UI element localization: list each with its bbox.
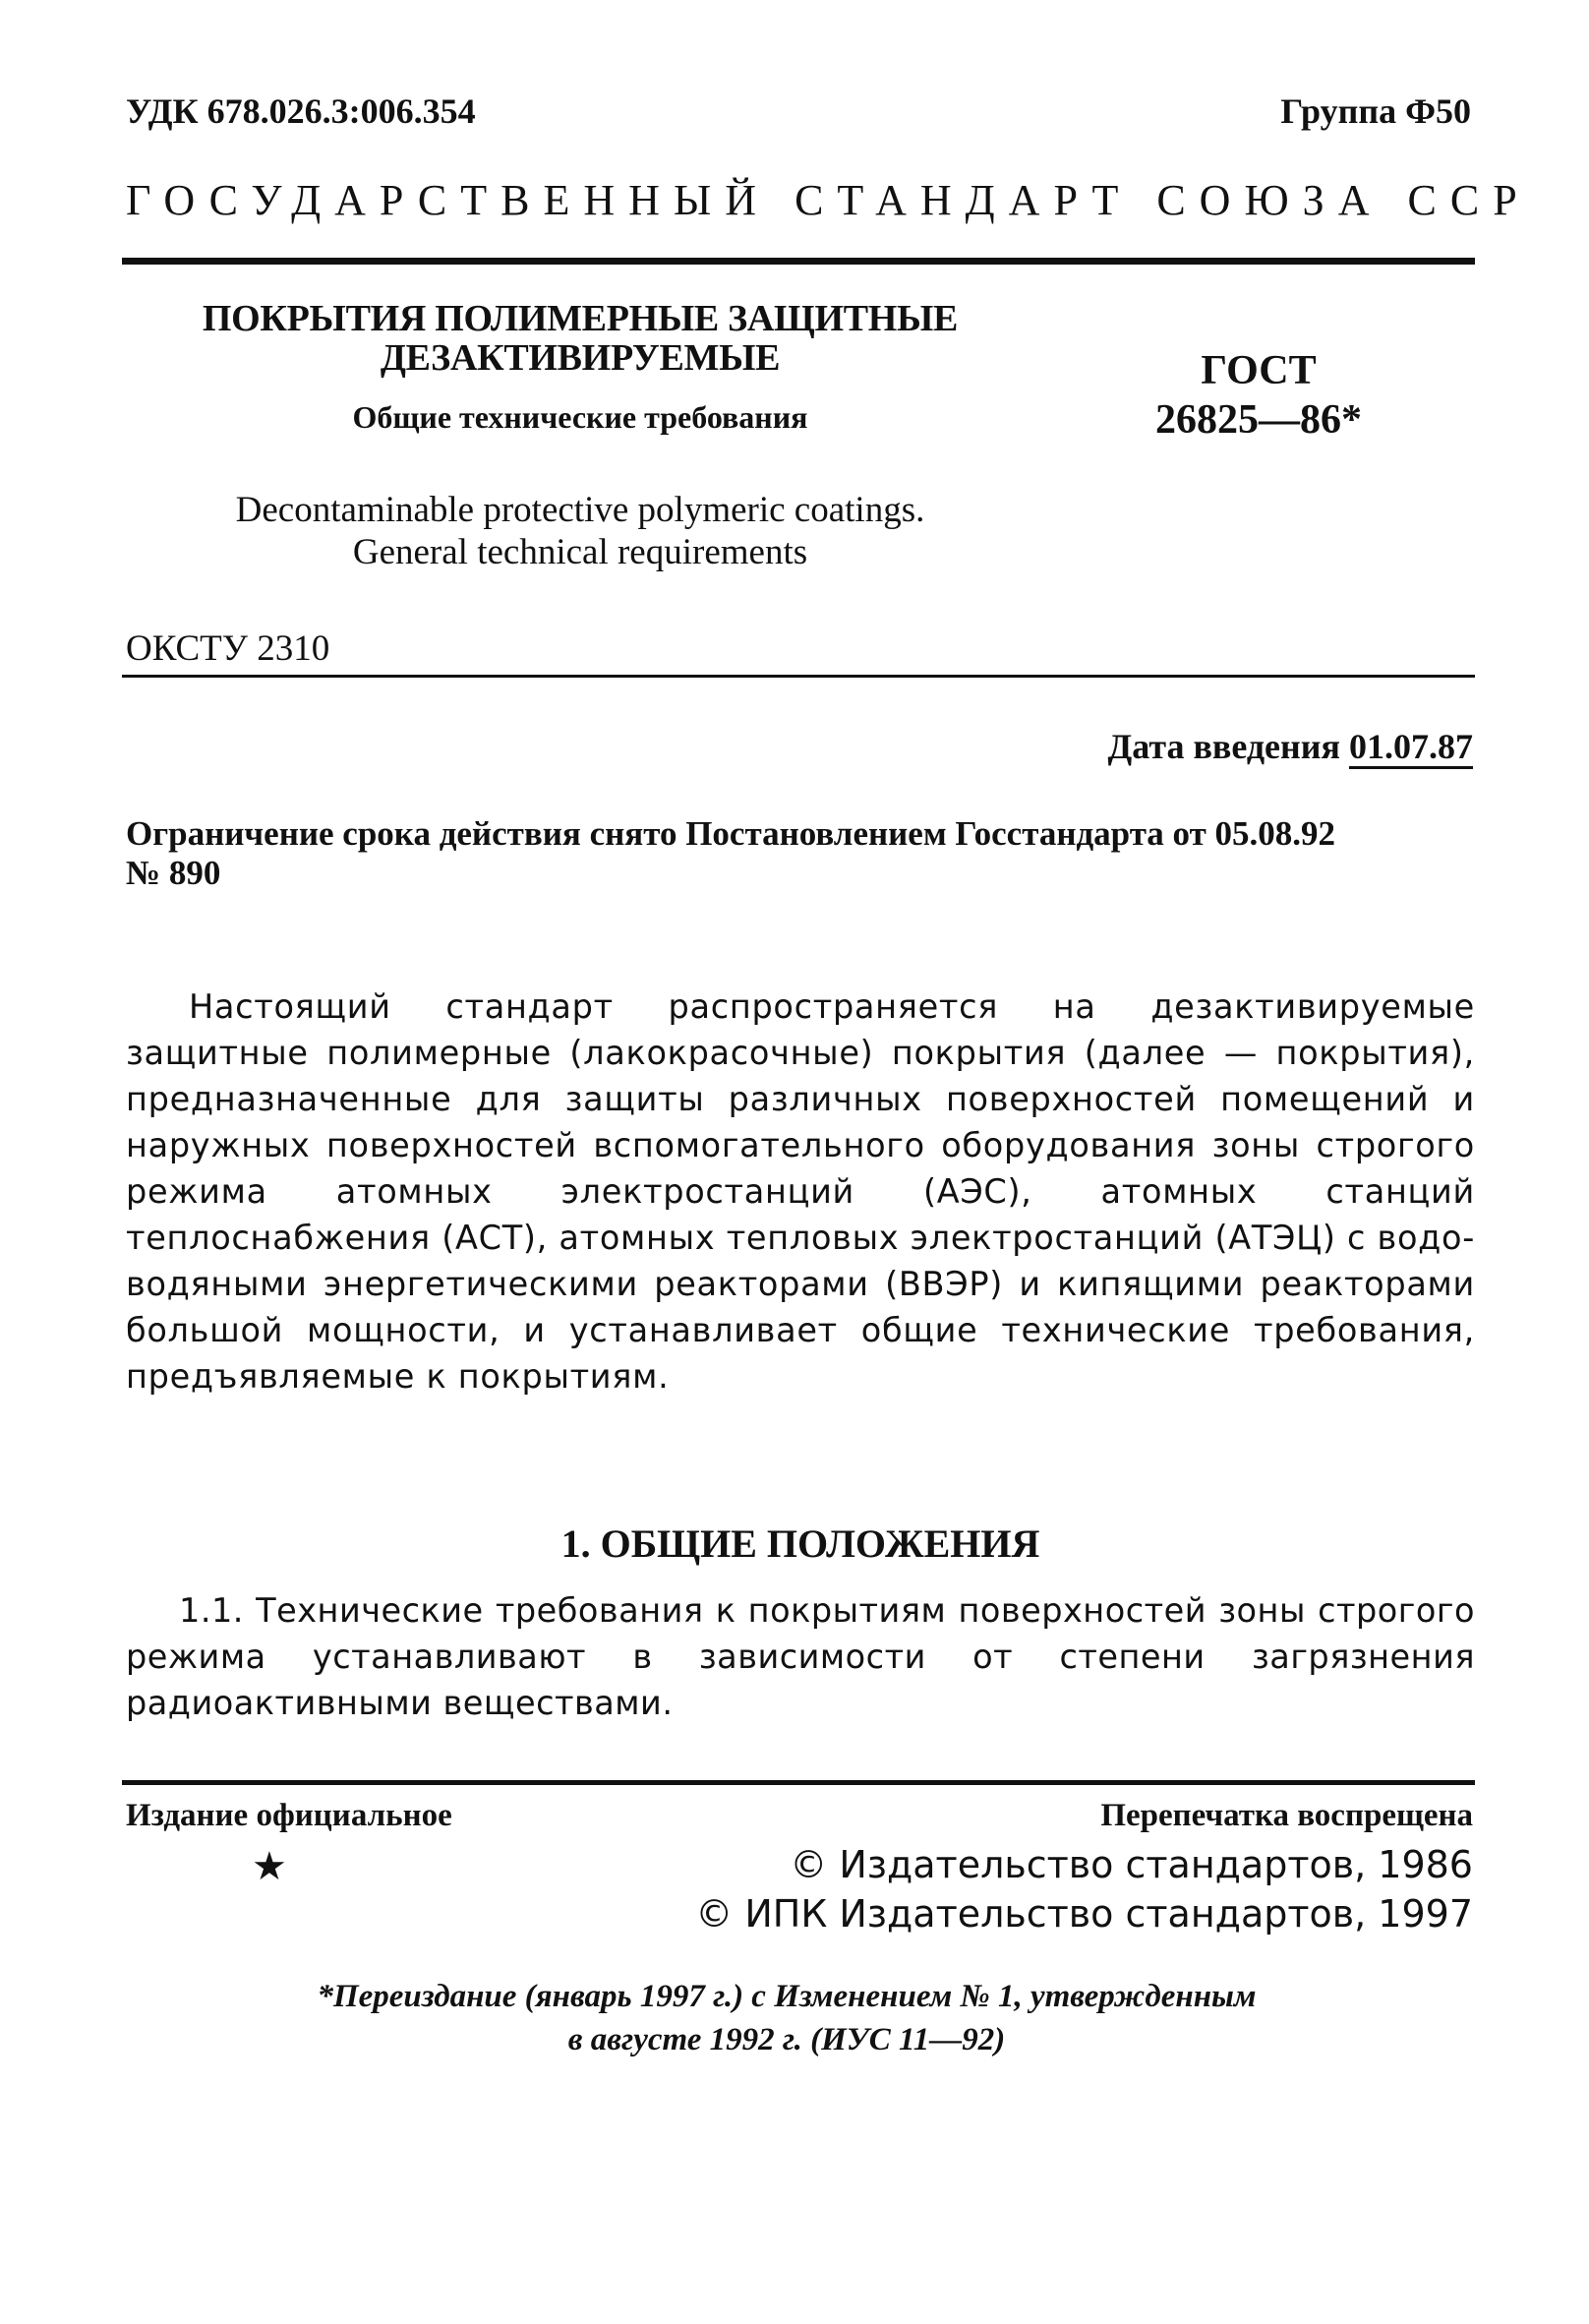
footnote-line-2: в августе 1992 г. (ИУС 11—92) — [567, 2022, 1006, 2057]
clause-1-1: 1.1. Технические требования к покрытиям поверхностей зоны строгого режима устанавливают в зависимости от степени загрязнения радиоактивными веществами. — [126, 1591, 1475, 1722]
date-intro — [1108, 726, 1474, 767]
restriction-line-2: № 890 — [126, 854, 221, 892]
gost-number: 26825—86* — [1155, 397, 1362, 443]
section-1-heading: 1. ОБЩИЕ ПОЛОЖЕНИЯ — [560, 1521, 1040, 1566]
okstu-rule — [122, 675, 1475, 678]
reprint-prohibited: Перепечатка воспрещена — [1100, 1798, 1473, 1833]
footer-rule — [122, 1780, 1475, 1785]
english-title-line-2: General technical requirements — [352, 532, 808, 572]
title-line-2: ДЕЗАКТИВИРУЕМЫЕ — [380, 337, 781, 379]
state-standard-heading: ГОСУДАРСТВЕННЫЙ СТАНДАРТ СОЮЗА ССР — [126, 176, 1531, 224]
intro-paragraph: Настоящий стандарт распространяется на дезактивируемые защитные полимерные (лакокрасочные) покрытия (далее — покрытия), предназначенные для защиты различных поверхностей помещений и наружных поверхностей вспомогательного оборудования зоны строгого режима атомных электростанций (АЭС), атомных станций теплоснабжения (АСТ), атомных тепловых электростанций (АТЭЦ) с водо-водяными энергетическими реакторами (ВВЭР) и кипящими реакторами большой мощности, и устанавливает общие технические требования, предъявляемые к покрытиям. — [126, 987, 1475, 1396]
title-line-1: ПОКРЫТИЯ ПОЛИМЕРНЫЕ ЗАЩИТНЫЕ — [202, 298, 959, 339]
footnote-line-1: *Переиздание (январь 1997 г.) с Изменением № 1, утвержденным — [317, 1979, 1257, 2014]
gost-designation — [1111, 346, 1406, 445]
okstu-code: ОКСТУ 2310 — [126, 628, 330, 669]
udk-code: УДК 678.026.3:006.354 — [126, 91, 476, 131]
date-intro-label: Дата введения — [1107, 727, 1340, 766]
title-block — [147, 299, 1013, 573]
english-title-line-1: Decontaminable protective polymeric coatings. — [235, 490, 925, 530]
restriction-line-1: Ограничение срока действия снято Постановлением Госстандарта от 05.08.92 — [126, 814, 1336, 853]
star-icon: ★ — [252, 1844, 287, 1888]
copyright-1986: © Издательство стандартов, 1986 — [790, 1843, 1473, 1886]
restriction-note — [126, 814, 1475, 893]
official-edition-label: Издание официальное — [126, 1798, 452, 1833]
copyright-1997: © ИПК Издательство стандартов, 1997 — [695, 1892, 1473, 1936]
english-title — [147, 489, 1013, 573]
group-code: Группа Ф50 — [1280, 91, 1471, 131]
reissue-footnote — [147, 1975, 1426, 2061]
subtitle: Общие технические требования — [352, 399, 808, 435]
date-intro-value: 01.07.87 — [1349, 727, 1473, 766]
header-rule — [122, 258, 1475, 265]
gost-label: ГОСТ — [1201, 348, 1317, 393]
